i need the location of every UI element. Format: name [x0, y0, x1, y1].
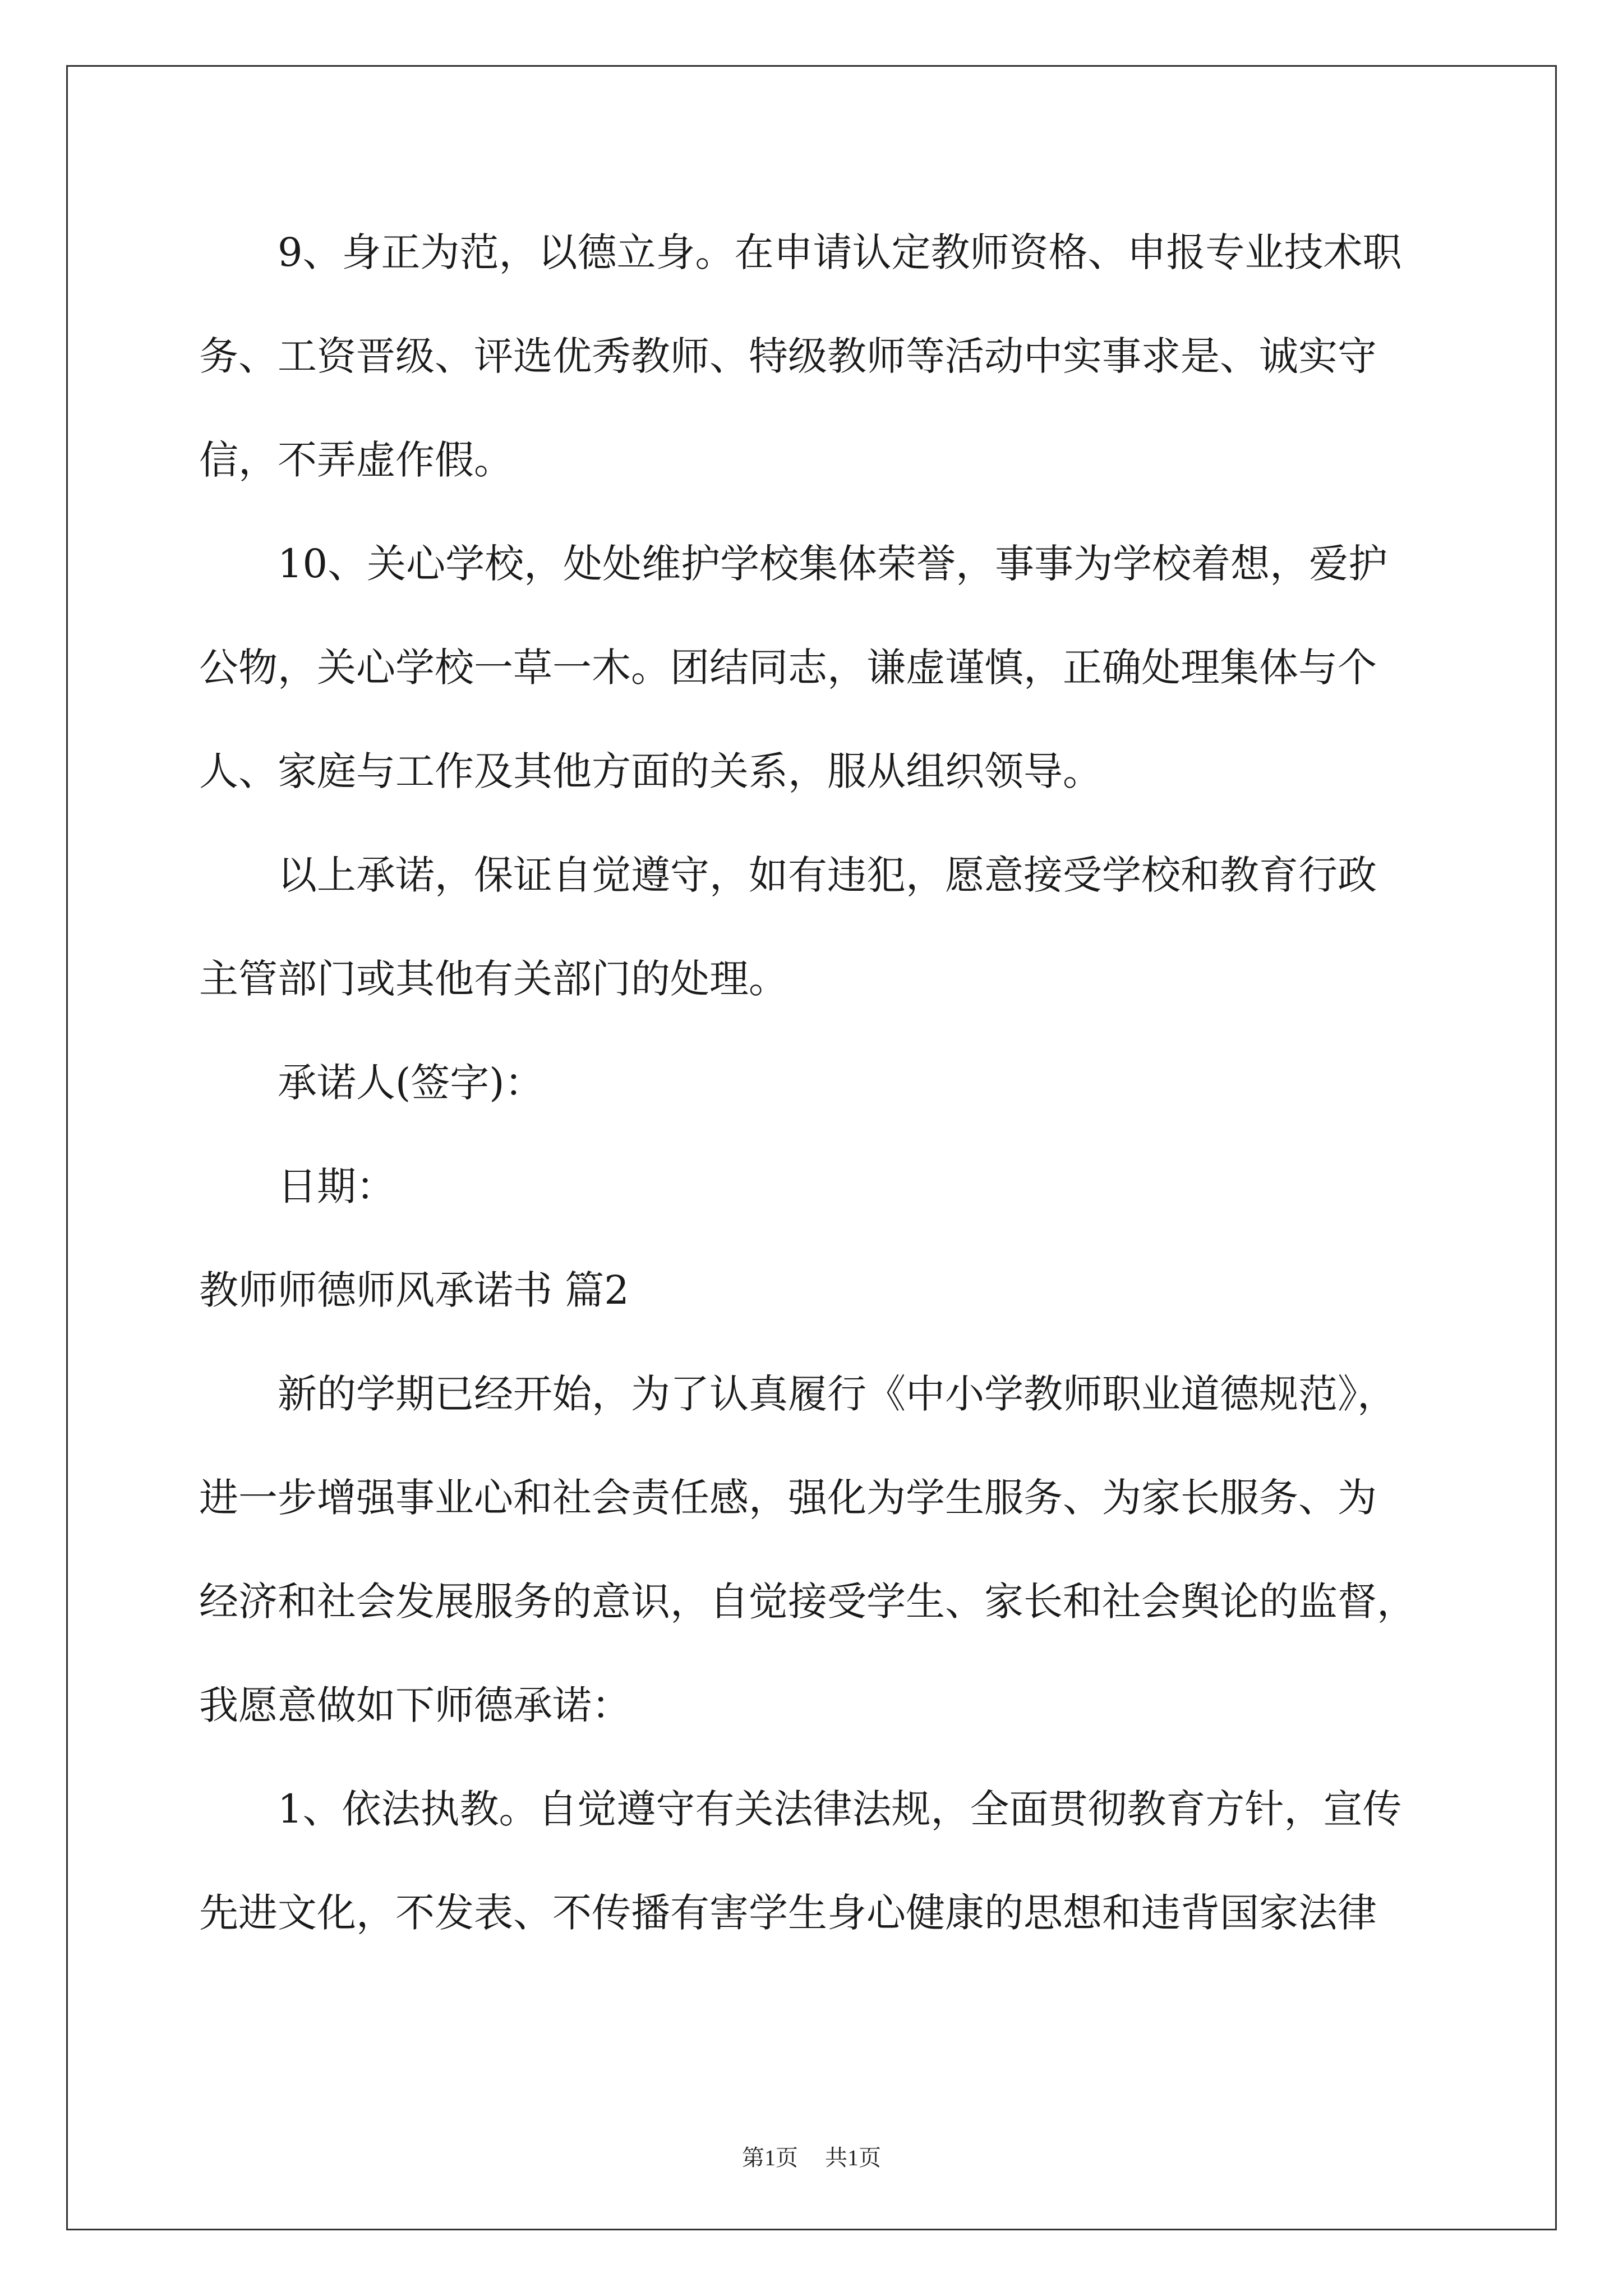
paragraph-line: 新的学期已经开始，为了认真履行《中小学教师职业道德规范》，: [278, 1371, 1396, 1417]
page-footer: [0, 2141, 1623, 2175]
paragraph-line: 人、家庭与工作及其他方面的关系，服从组织领导。: [199, 748, 1102, 794]
paragraph-line: 先进文化，不发表、不传播有害学生身心健康的思想和违背国家法律: [199, 1890, 1377, 1936]
paragraph-line: 我愿意做如下师德承诺：: [199, 1682, 631, 1728]
paragraph-line: 信，不弄虚作假。: [199, 437, 513, 483]
paragraph-line: 10、关心学校，处处维护学校集体荣誉，事事为学校着想，爱护: [278, 541, 1388, 587]
paragraph-line: 公物，关心学校一草一木。团结同志，谦虚谨慎，正确处理集体与个: [199, 645, 1377, 691]
paragraph-line: 主管部门或其他有关部门的处理。: [199, 956, 788, 1002]
date-label: 日期：: [278, 1163, 395, 1209]
paragraph-line: 9、身正为范，以德立身。在申请认定教师资格、申报专业技术职: [278, 229, 1402, 275]
signature-label: 承诺人(签字)：: [278, 1060, 544, 1106]
paragraph-line: 以上承诺，保证自觉遵守，如有违犯，愿意接受学校和教育行政: [278, 852, 1377, 898]
paragraph-line: 务、工资晋级、评选优秀教师、特级教师等活动中实事求是、诚实守: [199, 333, 1377, 379]
page-number: 第1页: [742, 2145, 798, 2170]
paragraph-line: 1、依法执教。自觉遵守有关法律法规，全面贯彻教育方针，宣传: [278, 1786, 1402, 1832]
paragraph-line: 经济和社会发展服务的意识，自觉接受学生、家长和社会舆论的监督，: [199, 1579, 1416, 1625]
section-heading: 教师师德师风承诺书 篇2: [199, 1267, 629, 1313]
page-total: 共1页: [825, 2145, 881, 2170]
paragraph-line: 进一步增强事业心和社会责任感，强化为学生服务、为家长服务、为: [199, 1475, 1377, 1521]
